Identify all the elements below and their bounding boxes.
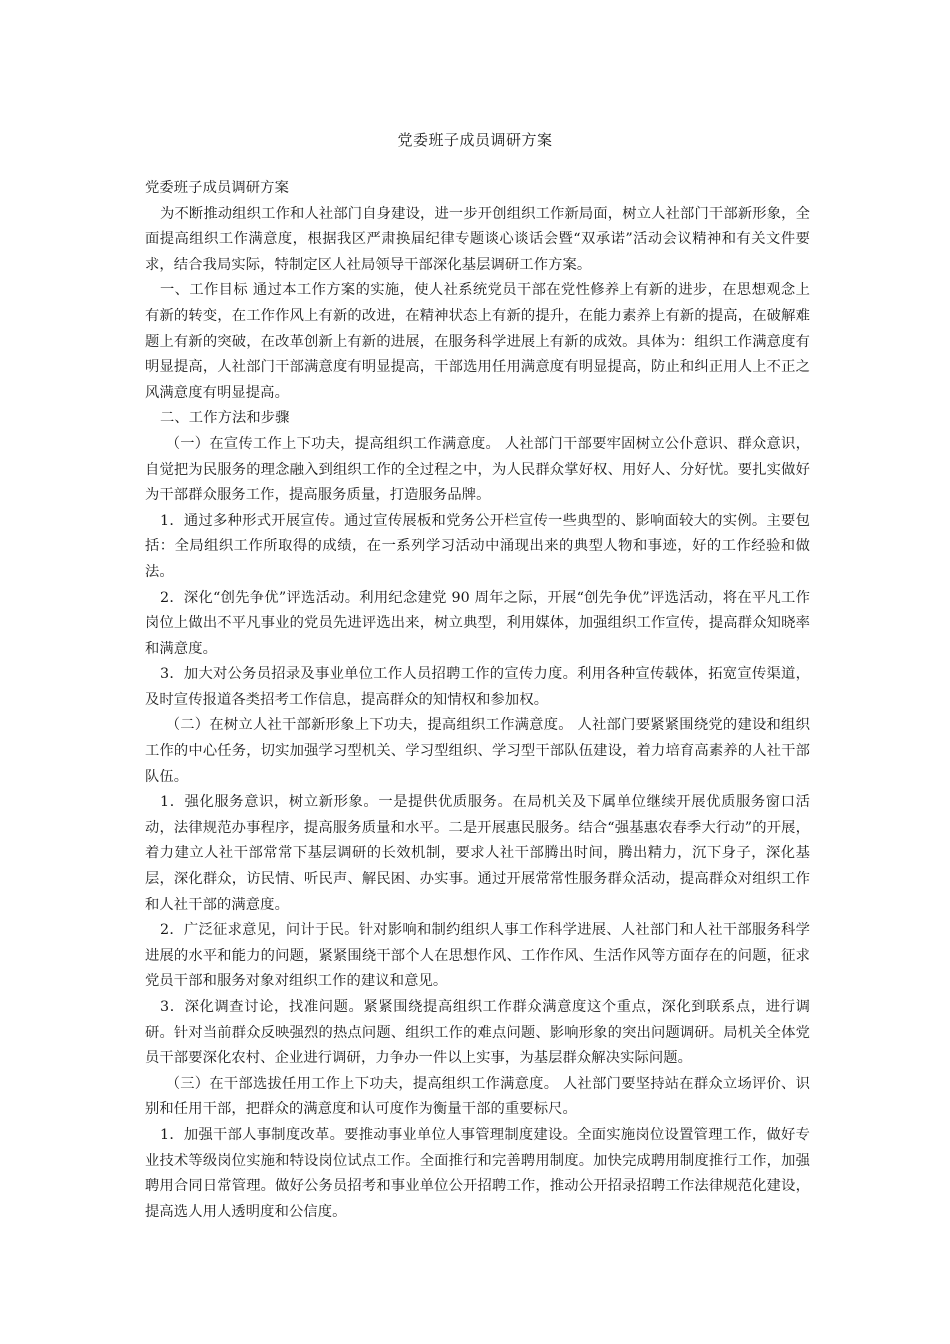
paragraph-item-2-3: 3．深化调查讨论，找准问题。紧紧围绕提高组织工作群众满意度这个重点，深化到联系点，进行调研。针对当前群众反映强烈的热点问题、组织工作的难点问题、影响形象的突出问题调研。局机关全体党员干部要深化农村、企业进行调研，力争办一件以上实事，为基层群众解决实际问题。 — [145, 999, 810, 1067]
paragraph-item-1-1: 1．通过多种形式开展宣传。通过宣传展板和党务公开栏宣传一些典型的、影响面较大的实例。主要包括：全局组织工作所取得的成绩，在一系列学习活动中涌现出来的典型人物和事迹，好的工作经验和做法。 — [145, 512, 810, 580]
paragraph-goals: 一、工作目标 通过本工作方案的实施，使人社系统党员干部在党性修养上有新的进步，在思想观念上有新的转变，在工作作风上有新的改进，在精神状态上有新的提升，在能力素养上有新的提高，在破解难题上有新的突破，在改革创新上有新的进展，在服务科学进展上有新的成效。具体为：组织工作满意度有明显提高，人社部门干部满意度有明显提高，干部选用任用满意度有明显提高，防止和纠正用人上不正之风满意度有明显提高。 — [145, 282, 810, 401]
section-heading-methods: 二、工作方法和步骤 — [160, 410, 290, 427]
document-title: 党委班子成员调研方案 — [397, 131, 553, 149]
paragraph-subsection-1: （一）在宣传工作上下功夫，提高组织工作满意度。 人社部门干部要牢固树立公仆意识、群众意识，自觉把为民服务的理念融入到组织工作的全过程之中，为人民群众掌好权、用好人、分好忧。要扎实做好为干部群众服务工作，提高服务质量，打造服务品牌。 — [145, 435, 810, 504]
paragraph-item-2-2: 2．广泛征求意见，问计于民。针对影响和制约组织人事工作科学进展、人社部门和人社干部服务科学进展的水平和能力的问题，紧紧围绕干部个人在思想作风、工作作风、生活作风等方面存在的问题，征求党员干部和服务对象对组织工作的建议和意见。 — [145, 922, 810, 990]
paragraph-subsection-2: （二）在树立人社干部新形象上下功夫，提高组织工作满意度。 人社部门要紧紧围绕党的建设和组织工作的中心任务，切实加强学习型机关、学习型组织、学习型干部队伍建设，着力培育高素养的人社干部队伍。 — [145, 717, 810, 785]
paragraph-item-1-2: 2．深化“创先争优”评选活动。利用纪念建党 90 周年之际，开展“创先争优”评选活动，将在平凡工作岗位上做出不平凡事业的党员先进评选出来，树立典型，利用媒体，加强组织工作宣传，提高群众知晓率和满意度。 — [145, 589, 810, 657]
paragraph-item-3-1: 1．加强干部人事制度改革。要推动事业单位人事管理制度建设。全面实施岗位设置管理工作，做好专业技术等级岗位实施和特设岗位试点工作。全面推行和完善聘用制度。加快完成聘用制度推行工作，加强聘用合同日常管理。做好公务员招考和事业单位公开招聘工作，推动公开招录招聘工作法律规范化建设，提高选人用人透明度和公信度。 — [145, 1126, 810, 1220]
paragraph-item-1-3: 3．加大对公务员招录及事业单位工作人员招聘工作的宣传力度。利用各种宣传载体，拓宽宣传渠道，及时宣传报道各类招考工作信息，提高群众的知情权和参加权。 — [145, 666, 810, 708]
paragraph-subsection-3: （三）在干部选拔任用工作上下功夫，提高组织工作满意度。 人社部门要坚持站在群众立场评价、识别和任用干部，把群众的满意度和认可度作为衡量干部的重要标尺。 — [145, 1075, 810, 1118]
paragraph-intro: 为不断推动组织工作和人社部门自身建设，进一步开创组织工作新局面，树立人社部门干部新形象，全面提高组织工作满意度，根据我区严肃换届纪律专题谈心谈话会暨“双承诺”活动会议精神和有关文件要求，结合我局实际，特制定区人社局领导干部深化基层调研工作方案。 — [145, 205, 810, 273]
paragraph-item-2-1: 1．强化服务意识，树立新形象。一是提供优质服务。在局机关及下属单位继续开展优质服务窗口活动，法律规范办事程序，提高服务质量和水平。二是开展惠民服务。结合“强基惠农春季大行动”的开展，着力建立人社干部常常下基层调研的长效机制，要求人社干部腾出时间，腾出精力，沉下身子，深化基层，深化群众，访民情、听民声、解民困、办实事。通过开展常常性服务群众活动，提高群众对组织工作和人社干部的满意度。 — [145, 794, 810, 913]
document-body — [145, 176, 810, 1225]
body-heading: 党委班子成员调研方案 — [145, 180, 289, 196]
